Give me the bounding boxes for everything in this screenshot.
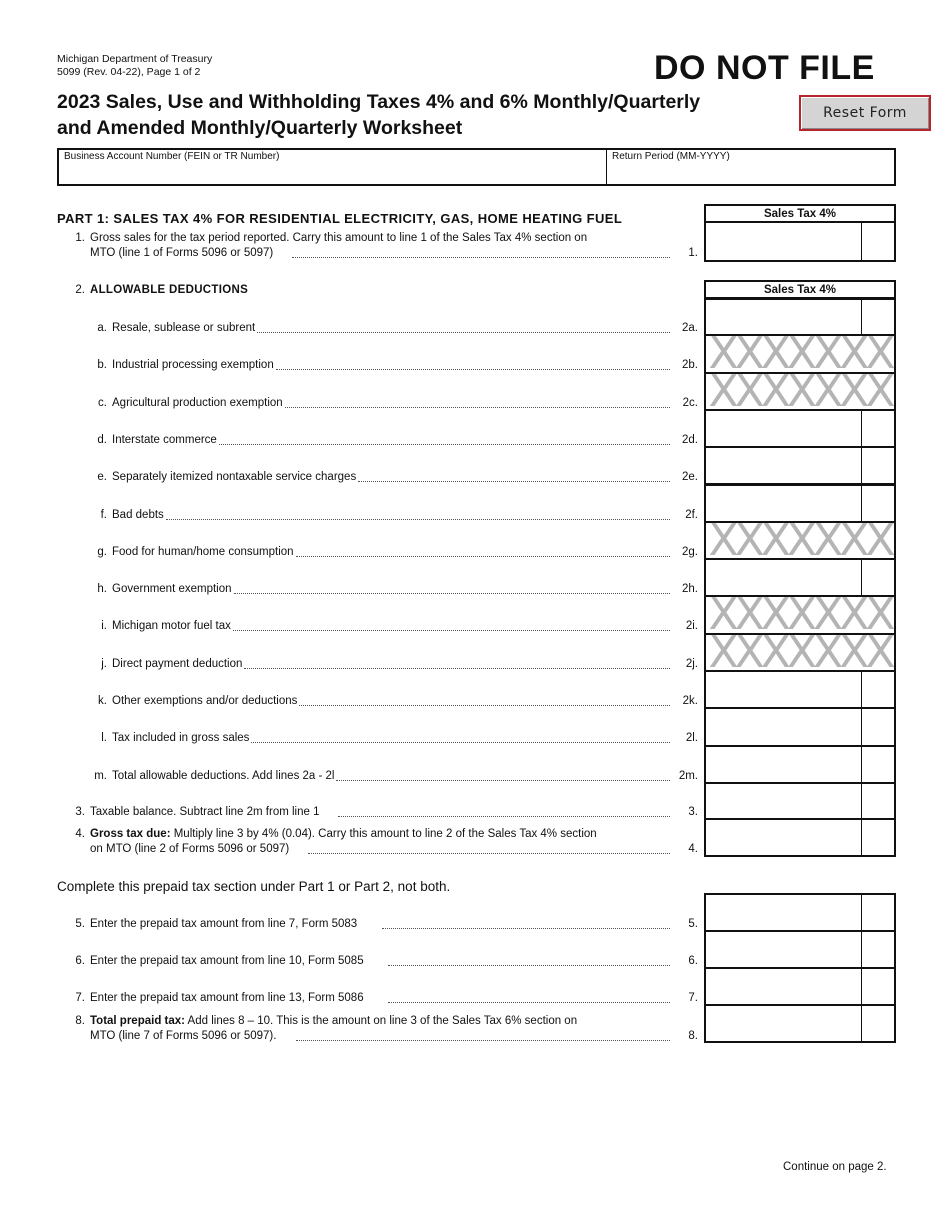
deduction-ref: 2m. [678, 769, 698, 782]
line-7-dollars-input[interactable] [706, 969, 861, 1004]
deduction-dollars-input[interactable] [706, 411, 861, 446]
line-8-cents-input[interactable] [862, 1006, 894, 1041]
deduction-text: Tax included in gross sales [112, 732, 250, 745]
deduction-ref: 2k. [682, 695, 698, 707]
deduction-ref: 2l. [685, 732, 698, 745]
line-6-text: Enter the prepaid tax amount from line 10, Form 5085 [90, 955, 364, 967]
line-6-dollars-input[interactable] [706, 932, 861, 967]
line-6-cents-input[interactable] [862, 932, 894, 967]
deduction-dollars-input[interactable] [706, 448, 861, 483]
line-1-dollars-input[interactable] [706, 223, 861, 260]
deduction-text: Government exemption [112, 583, 232, 596]
deduction-text: Michigan motor fuel tax [112, 620, 231, 633]
deduction-cents-input[interactable] [862, 486, 894, 521]
part1-heading: PART 1: SALES TAX 4% FOR RESIDENTIAL ELECTRICITY, GAS, HOME HEATING FUEL [57, 211, 623, 226]
line-8-bold-label: Total prepaid tax: [90, 1015, 185, 1027]
line-7-text: Enter the prepaid tax amount from line 13, Form 5086 [90, 992, 364, 1004]
line-5-amount-box [704, 893, 896, 932]
line-5-dollars-input[interactable] [706, 895, 861, 930]
deduction-ref: 2g. [682, 545, 698, 558]
do-not-file-stamp: DO NOT FILE [654, 49, 875, 87]
deduction-text: Direct payment deduction [112, 657, 243, 670]
deduction-i-amount-box [704, 596, 896, 634]
leader-dots [296, 556, 670, 557]
deduction-letter: e. [97, 471, 107, 484]
deduction-letter: g. [97, 545, 107, 558]
deduction-e-amount-box [704, 447, 896, 485]
return-period-label: Return Period (MM-YYYY) [612, 151, 730, 162]
deduction-letter: i. [101, 620, 107, 633]
deduction-text: Agricultural production exemption [112, 396, 283, 409]
deduction-dollars-input[interactable] [706, 709, 861, 744]
line-3-cents-input[interactable] [862, 783, 894, 818]
deduction-letter: d. [97, 433, 107, 446]
deduction-cents-input[interactable] [862, 411, 894, 446]
deduction-dollars-input[interactable] [706, 672, 861, 707]
deduction-ref: 2f. [685, 508, 698, 521]
deduction-text: Total allowable deductions. Add lines 2a - 2l [112, 769, 335, 782]
leader-dots [336, 780, 670, 781]
line-7-number: 7. [75, 992, 85, 1004]
return-period-input[interactable] [611, 164, 890, 182]
deduction-cents-input[interactable] [862, 747, 894, 782]
line-4-dollars-input[interactable] [706, 820, 861, 855]
deduction-dollars-input[interactable] [706, 747, 861, 782]
leader-dots [292, 257, 670, 258]
deduction-letter: c. [98, 396, 107, 409]
deduction-d-amount-box [704, 410, 896, 448]
line-1-ref: 1. [688, 247, 698, 259]
deduction-c-amount-box [704, 373, 896, 411]
line-8-amount-box [704, 1005, 896, 1043]
deduction-text: Resale, sublease or subrent [112, 322, 256, 334]
deduction-k-amount-box [704, 671, 896, 709]
leader-dots [382, 928, 670, 929]
deduction-cents-input[interactable] [862, 448, 894, 483]
leader-dots [299, 705, 670, 706]
deduction-a-amount-box [704, 298, 896, 336]
line-3-number: 3. [75, 806, 85, 818]
not-applicable-pattern: XXXXXXX [708, 336, 892, 372]
line-5-ref: 5. [688, 918, 698, 930]
form-id: 5099 (Rev. 04-22), Page 1 of 2 [57, 66, 201, 78]
allowable-deductions-heading: ALLOWABLE DEDUCTIONS [90, 284, 249, 296]
business-account-input[interactable] [63, 164, 602, 182]
deduction-dollars-input[interactable] [706, 486, 861, 521]
line-7-ref: 7. [688, 992, 698, 1004]
deductions-column-header: Sales Tax 4% [704, 280, 896, 299]
form-title [57, 89, 700, 141]
line-8-ref: 8. [688, 1030, 698, 1042]
line-8-text-cont: MTO (line 7 of Forms 5096 or 5097). [90, 1030, 277, 1042]
line-1-cents-input[interactable] [862, 223, 894, 260]
reset-form-button[interactable]: Reset Form [799, 95, 931, 131]
deduction-ref: 2d. [682, 433, 698, 446]
deduction-dollars-input[interactable] [706, 300, 861, 334]
deduction-letter: b. [97, 359, 107, 372]
agency-name: Michigan Department of Treasury [57, 53, 213, 65]
deduction-f-amount-box [704, 485, 896, 523]
line-4-ref: 4. [688, 843, 698, 855]
line-2-number: 2. [75, 284, 85, 296]
leader-dots [166, 519, 670, 520]
leader-dots [388, 965, 670, 966]
deduction-l-amount-box [704, 708, 896, 746]
line-4-number: 4. [75, 828, 85, 840]
deduction-j-amount-box [704, 634, 896, 672]
line-5-cents-input[interactable] [862, 895, 894, 930]
leader-dots [244, 668, 670, 669]
line-5-text: Enter the prepaid tax amount from line 7, Form 5083 [90, 918, 358, 930]
line-4-text: Multiply line 3 by 4% (0.04). Carry this amount to line 2 of the Sales Tax 4% section [170, 828, 597, 840]
continue-note: Continue on page 2. [783, 1161, 887, 1173]
deduction-text: Other exemptions and/or deductions [112, 695, 298, 707]
deduction-cents-input[interactable] [862, 300, 894, 334]
deduction-letter: k. [98, 695, 107, 707]
agency-header [57, 53, 212, 79]
line-6-number: 6. [75, 955, 85, 967]
deduction-g-amount-box [704, 522, 896, 560]
deduction-ref: 2e. [682, 471, 698, 484]
leader-dots [233, 630, 670, 631]
deduction-ref: 2a. [682, 322, 698, 334]
deduction-letter: j. [101, 657, 107, 670]
line-1-amount-box [704, 222, 896, 262]
deduction-cents-input[interactable] [862, 560, 894, 595]
line-4-text-cont: on MTO (line 2 of Forms 5096 or 5097) [90, 843, 290, 855]
not-applicable-pattern: XXXXXXX [708, 373, 892, 409]
line-4-bold-label: Gross tax due: [90, 828, 171, 840]
prepaid-section-note: Complete this prepaid tax section under Part 1 or Part 2, not both. [57, 879, 451, 894]
line-4-amount-box [704, 819, 896, 857]
line-1-text: Gross sales for the tax period reported. Carry this amount to line 1 of the Sales Tax 4% section on [90, 232, 588, 244]
line-8-dollars-input[interactable] [706, 1006, 861, 1041]
line-8-text: Add lines 8 – 10. This is the amount on line 3 of the Sales Tax 6% section on [185, 1015, 578, 1027]
line-4-cents-input[interactable] [862, 820, 894, 855]
line-5-number: 5. [75, 918, 85, 930]
deduction-ref: 2c. [682, 396, 698, 409]
leader-dots [219, 444, 670, 445]
form-title-line2: and Amended Monthly/Quarterly Worksheet [57, 117, 463, 139]
leader-dots [358, 481, 670, 482]
return-period-cell [607, 150, 894, 184]
leader-dots [251, 742, 670, 743]
deduction-text: Industrial processing exemption [112, 359, 274, 372]
deduction-h-amount-box [704, 559, 896, 597]
deduction-text: Bad debts [112, 508, 164, 521]
business-account-label: Business Account Number (FEIN or TR Number) [64, 151, 280, 162]
deduction-text: Interstate commerce [112, 433, 217, 446]
deduction-letter: a. [97, 322, 107, 334]
deduction-text: Separately itemized nontaxable service charges [112, 471, 357, 484]
deduction-letter: l. [101, 732, 107, 745]
account-info-box [57, 148, 896, 186]
line-3-ref: 3. [688, 806, 698, 818]
deduction-cents-input[interactable] [862, 672, 894, 707]
form-title-line1: 2023 Sales, Use and Withholding Taxes 4% and 6% Monthly/Quarterly [57, 91, 701, 113]
deduction-m-amount-box [704, 746, 896, 784]
deduction-letter: m. [94, 769, 107, 782]
business-account-cell [59, 150, 607, 184]
deduction-text: Food for human/home consumption [112, 545, 294, 558]
deduction-ref: 2j. [685, 657, 698, 670]
line-6-ref: 6. [688, 955, 698, 967]
leader-dots [276, 369, 670, 370]
not-applicable-pattern: XXXXXXX [708, 522, 892, 559]
leader-dots [234, 593, 670, 594]
deduction-b-amount-box [704, 335, 896, 373]
deduction-dollars-input[interactable] [706, 560, 861, 595]
not-applicable-pattern: XXXXXXX [708, 634, 892, 670]
leader-dots [308, 853, 670, 854]
line-7-cents-input[interactable] [862, 969, 894, 1004]
deduction-ref: 2b. [682, 359, 698, 372]
deduction-letter: f. [100, 508, 107, 521]
deduction-cents-input[interactable] [862, 709, 894, 744]
not-applicable-pattern: XXXXXXX [708, 597, 892, 633]
line-8-number: 8. [75, 1015, 85, 1027]
leader-dots [257, 332, 670, 333]
line-3-text: Taxable balance. Subtract line 2m from line 1 [90, 806, 320, 818]
line-3-amount-box [704, 782, 896, 820]
deduction-ref: 2i. [685, 620, 698, 633]
part1-column-header: Sales Tax 4% [704, 204, 896, 223]
leader-dots [338, 816, 670, 817]
line-3-dollars-input[interactable] [706, 783, 861, 818]
deduction-letter: h. [97, 583, 107, 596]
leader-dots [388, 1002, 670, 1003]
leader-dots [285, 407, 670, 408]
line-1-text-cont: MTO (line 1 of Forms 5096 or 5097) [90, 247, 274, 259]
line-1-number: 1. [75, 232, 85, 244]
leader-dots [296, 1040, 670, 1041]
line-6-amount-box [704, 931, 896, 969]
deduction-ref: 2h. [682, 583, 698, 596]
line-7-amount-box [704, 968, 896, 1006]
